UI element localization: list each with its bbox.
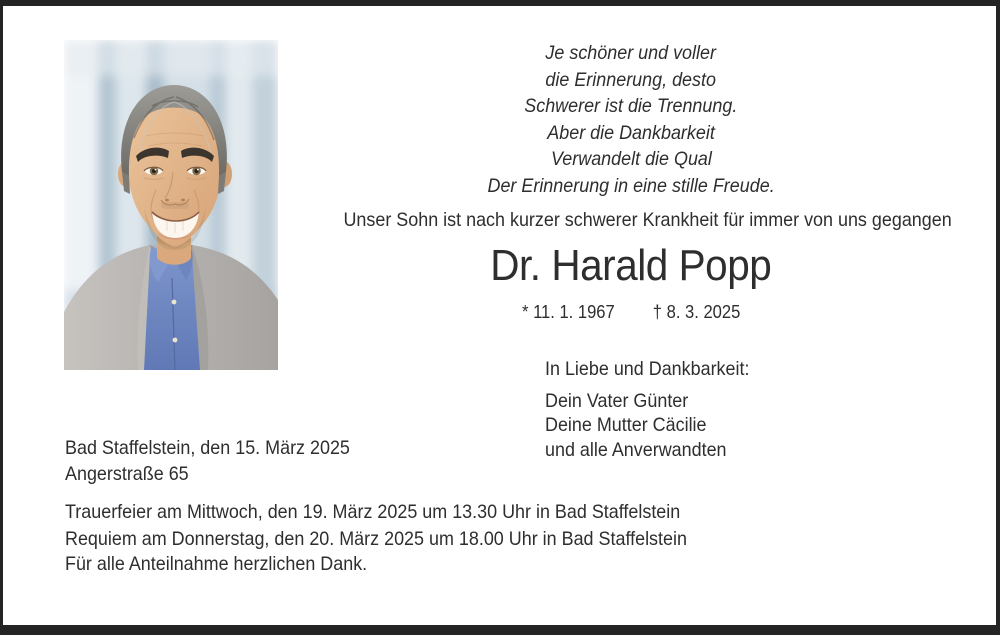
birth-date: * 11. 1. 1967 [522,302,615,322]
life-dates [317,302,945,323]
poem-line: Aber die Dankbarkeit [547,121,715,144]
place-date-block [65,436,375,487]
memorial-poem [317,40,945,199]
mourner-name: und alle Anverwandten [545,438,727,461]
mourner-name: Dein Vater Günter [545,389,689,412]
street-line: Angerstraße 65 [65,462,189,485]
deceased-name: Dr. Harald Popp [490,241,772,290]
mourners-block [545,357,767,462]
mourner-name: Deine Mutter Cäcilie [545,414,707,436]
poem-line: Schwerer ist die Trennung. [524,95,738,117]
portrait-photo [64,40,278,370]
death-date: † 8. 3. 2025 [652,302,741,322]
poem-line: Der Erinnerung in eine stille Freude. [487,174,775,197]
city-date-line: Bad Staffelstein, den 15. März 2025 [65,437,350,459]
service-line-trauerfeier: Trauerfeier am Mittwoch, den 19. März 2025 um 13.30 Uhr in Bad Staffelstein [65,501,681,523]
poem-line: Je schöner und voller [545,42,717,64]
thanks-line: Für alle Anteilnahme herzlichen Dank. [65,553,368,575]
service-line-requiem: Requiem am Donnerstag, den 20. März 2025 um 18.00 Uhr in Bad Staffelstein [65,528,687,550]
poem-line: die Erinnerung, desto [545,68,717,91]
death-announcement: Unser Sohn ist nach kurzer schwerer Krankheit für immer von uns gegangen [343,209,952,231]
mourners-intro: In Liebe und Dankbarkeit: [545,358,750,380]
services-block [65,499,741,553]
poem-line: Verwandelt die Qual [550,148,712,170]
